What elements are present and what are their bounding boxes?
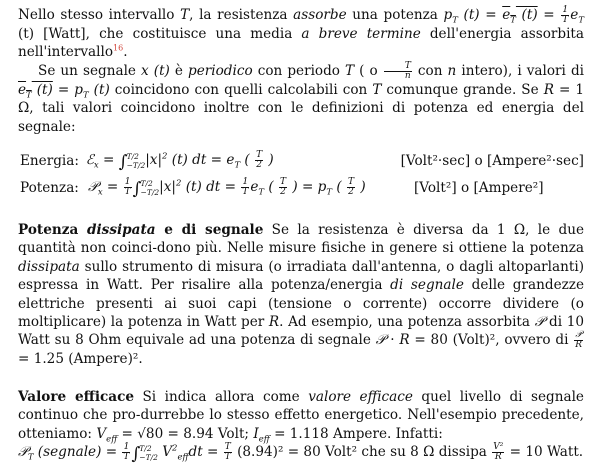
symbol-x-t: x (t) [141,62,170,79]
paragraph-periodic: Se un segnale x (t) è periodico con periodo T ( o $\frac{T}{n}$ con n intero), i valori di $e_T$ $(t) = p_T$ (t) coincidono con quelli calcolabili con T comunque grande. Se R = 1 Ω, tali valori coincidono inoltre con le definizioni di potenza ed energia del segnale: [18,60,585,135]
equation-body: ℰ$_x$ = ∫ T/2 −T/2 $|x|^2$ (t) dt = $e_T$ ( $\frac{T}{2}$ ) [85,150,274,173]
text: dell'energia assorbita nell'intervallo [18,26,585,61]
text: , la resistenza [189,7,294,23]
text: (t) [Watt], [18,26,90,42]
formula-pT: $p_T$ (t) = [443,7,503,26]
footnote-marker[interactable]: 16 [113,43,124,53]
emph-assorbe: assorbe [293,7,347,23]
symbol-T: T [180,7,190,23]
paragraph-intro [18,6,584,62]
equation-energy [20,148,584,175]
equation-body: 𝒫$_x$ = $\frac{1}{T}$ ∫ T/2 −T/2 $|x|^2$ (t) dt = $\frac{1}{T}$ $e_T$ ( $\frac{T}{2}$ ) = $p_T$ ( $\frac{T}{2}$ ) [88,177,366,200]
equation-power [20,175,584,202]
formula-final: 𝒫$_T$ (segnale) = $\frac{1}{T}$ ∫ T/2 −T/2 $V^2_{eff}dt$ = $\frac{T}{T}$ (8.94)² = 80 Volt² che su 8 Ω dissipa $\frac{\text{V²}}{R}$ = 10 Watt. [18,442,584,464]
formula-pT: $p_T$ (t) [74,81,110,101]
formula-eT-bar: $e_T$ (t) [18,81,53,101]
text: Nello stesso intervallo [18,7,181,23]
emph-breve-termine: a breve termine [301,26,421,42]
fraction-1-over-T: $\frac{1}{T}$ [562,5,569,25]
section-valore-efficace: Valore efficace Si indica allora come valore efficace quel livello di segnale continuo che pro-durrebbe lo stesso effetto energetico. Nell'esempio precedente, otteniamo: $V_{eff} = √80 = 8.94$ Volt; $I_{eff} = 1.118$ Ampere. Infatti: [18,388,584,445]
text: = [537,7,561,23]
document-page [18,6,584,464]
section-potenza: Potenza dissipata e di segnale Se la resistenza è diversa da 1 Ω, le due quantità non coinci-dono più. Nelle misure fisiche in genere si ottiene la potenza dissipata sullo strumento di misura (o irradiata dall'antenna, o dagli altoparlanti) espressa in Watt. Per risalire alla potenza/energia di segnale delle grandezze elettriche presenti ai suoi capi (tensione o corrente) occorre dividere (o moltiplicare) la potenza in Watt per R. Ad esempio, una potenza assorbita 𝒫 di 10 Watt su 8 Ohm equivale ad una potenza di segnale 𝒫 · R = 80 (Volt)², ovvero di $\frac{\text{𝒫}}{R}$ = 1.25 (Ampere)². [18,222,585,368]
section-heading: Potenza dissipata e di segnale [18,222,264,239]
section-heading: Valore efficace [18,388,135,405]
emph-periodico: periodico [188,62,253,79]
text: una potenza [346,7,444,23]
formula-eT-bar: $e_T$ (t) [502,7,538,26]
equation-unit: [Volt²·sec] o [Ampere²·sec] [400,153,584,170]
equation-label: Potenza: [20,180,79,197]
formula-eT: $e_T$ [570,7,584,26]
fraction-T-over-n: $\frac{T}{n}$ [384,62,412,81]
text: . [123,44,128,61]
equation-unit: [Volt²] o [Ampere²] [414,180,544,197]
text: che costituisce una media [99,26,302,42]
equation-label: Energia: [20,153,79,170]
equation-block [20,148,584,202]
